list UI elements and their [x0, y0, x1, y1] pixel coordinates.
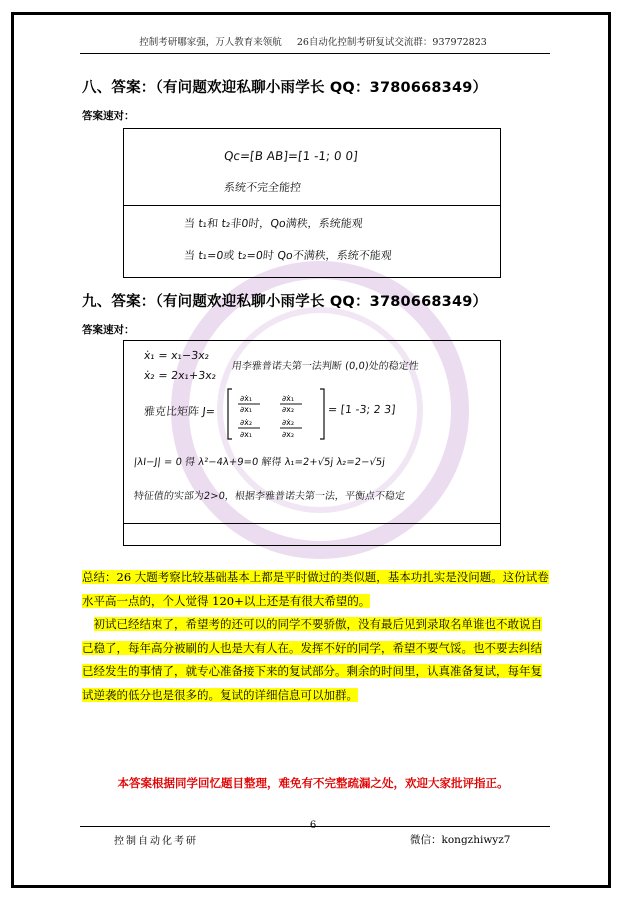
footer-left: 控制自动化考研	[114, 836, 198, 847]
svg-text:∂x₂: ∂x₂	[282, 430, 295, 439]
jacobian-partials	[226, 387, 326, 441]
svg-text:∂x₁: ∂x₁	[240, 430, 253, 439]
svg-text:∂x₁: ∂x₁	[240, 405, 253, 414]
section9-answer-box	[123, 340, 501, 546]
footer-rule	[80, 826, 550, 827]
summary-text	[82, 566, 552, 707]
footer-right: 微信：kongzhiwyz7	[410, 834, 511, 846]
section8-sub: 答案速对：	[82, 110, 135, 122]
summary-p1: 总结：26 大题考察比较基础基本上都是平时做过的类似题，基本功扎实是没问题。这份试卷水平高一点的，个人觉得 120+以上还是有很大希望的。	[82, 570, 549, 608]
hw-observable: 当 t₁和 t₂非0时，Qo满秩，系统能观	[183, 217, 364, 230]
page-header	[0, 34, 626, 48]
hw-eq1: ẋ₁ = x₁−3x₂	[143, 349, 210, 362]
header-right: 26自动化控制考研复试交流群：937972823	[296, 37, 487, 48]
hw-qc: Qc=[B AB]=[1 -1; 0 0]	[223, 149, 359, 163]
disclaimer: 本答案根据同学回忆题目整理，难免有不完整疏漏之处，欢迎大家批评指正。	[117, 776, 509, 790]
hw-char-eq: |λI−J| = 0 得 λ²−4λ+9=0 解得 λ₁=2+√5j λ₂=2−√5j	[133, 457, 386, 468]
svg-text:∂ẋ₁: ∂ẋ₁	[282, 394, 295, 403]
section9-sub: 答案速对：	[82, 324, 135, 336]
hw-eq2: ẋ₂ = 2x₁+3x₂	[143, 369, 217, 382]
section8-title: 八、答案：（有问题欢迎私聊小雨学长 QQ：3780668349）	[82, 80, 488, 96]
hw-method: 用李雅普诺夫第一法判断 (0,0)处的稳定性	[231, 361, 420, 372]
page-number: 6	[309, 820, 317, 831]
svg-text:∂ẋ₂: ∂ẋ₂	[282, 418, 295, 427]
hw-jacobian-value: = [1 -3; 2 3]	[327, 403, 397, 416]
section8-answer-box	[123, 128, 501, 278]
svg-text:∂x₂: ∂x₂	[282, 405, 295, 414]
svg-text:∂ẋ₂: ∂ẋ₂	[240, 418, 253, 427]
hw-uncontrollable: 系统不完全能控	[223, 181, 302, 194]
summary-p2: 初试已经结束了，希望考的还可以的同学不要骄傲，没有最后见到录取名单谁也不敢说自己稳了，每年高分被刷的人也是大有人在。发挥不好的同学，希望不要气馁。也不要去纠结已经发生的事情了，就专心准备接下来的复试部分。剩余的时间里，认真准备复试，每年复试逆袭的低分也是很多的。复试的详细信息可以加群。	[82, 617, 542, 702]
section9-title: 九、答案：（有问题欢迎私聊小雨学长 QQ：3780668349）	[82, 294, 488, 310]
hw-not-observable: 当 t₁=0或 t₂=0时 Qo不满秩，系统不能观	[183, 249, 393, 262]
hw-conclusion: 特征值的实部为2>0，根据李雅普诺夫第一法，平衡点不稳定	[133, 491, 406, 502]
hw-jacobian-label: 雅克比矩阵 J=	[143, 405, 216, 418]
svg-text:∂ẋ₁: ∂ẋ₁	[240, 394, 253, 403]
header-rule	[80, 53, 550, 54]
header-left: 控制考研哪家强，万人教育来领航	[139, 37, 282, 48]
